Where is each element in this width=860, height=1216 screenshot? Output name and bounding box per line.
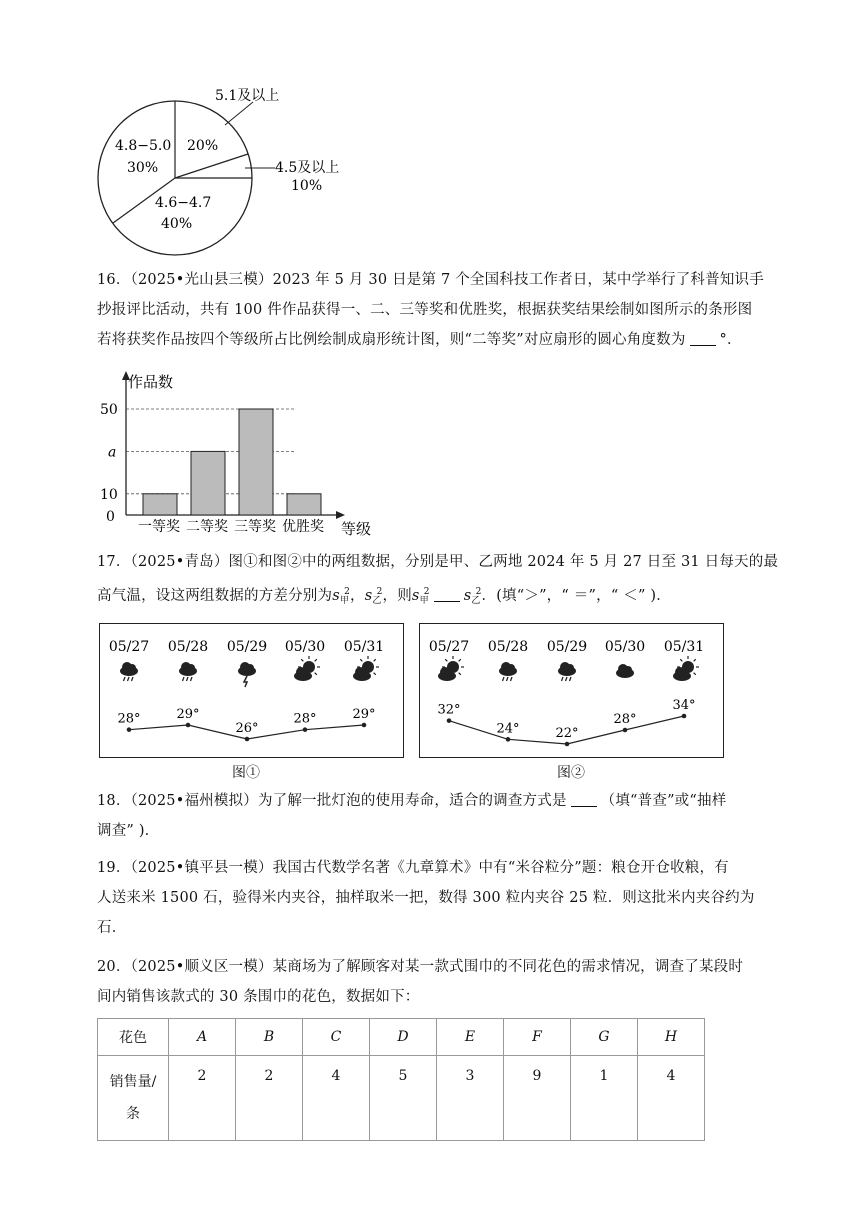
table-header-cell: E	[437, 1019, 504, 1056]
table-cell: 5	[370, 1056, 437, 1141]
q20-line: 间内销售该款式的 30 条围巾的花色，数据如下：	[97, 989, 420, 1005]
weather-figure-2	[419, 623, 724, 758]
rain-cloud-icon	[120, 662, 138, 681]
q16-line: 16．（2025•光山县三模）2023 年 5 月 30 日是第 7 个全国科技工作者日，某中学举行了科普知识手	[97, 272, 764, 288]
temperature-label: 29°	[352, 707, 376, 722]
cloud-icon	[616, 664, 634, 678]
pie-label-4.6: 4.6−4.7	[155, 195, 212, 211]
figure-2-caption: 图②	[557, 765, 585, 781]
rain-cloud-icon	[179, 662, 197, 681]
rain-cloud-icon	[499, 662, 517, 681]
q16-line: 抄报评比活动，共有 100 件作品获得一、二、三等奖和优胜奖，根据获奖结果绘制如图所示的条形图	[97, 302, 753, 318]
table-header-cell: H	[638, 1019, 705, 1056]
temperature-point	[447, 718, 452, 723]
temperature-point	[245, 737, 250, 742]
y-tick-label: 0	[106, 509, 115, 525]
date-label: 05/28	[487, 639, 529, 655]
sun-cloud-icon	[294, 656, 320, 681]
x-axis-label: 等级	[341, 520, 372, 538]
question-16	[97, 265, 775, 355]
answer-blank[interactable]	[571, 792, 597, 807]
table-header-cell: D	[370, 1019, 437, 1056]
thunderstorm-icon	[238, 662, 256, 687]
answer-blank[interactable]	[434, 587, 460, 602]
q18-line: 调查” )．	[97, 823, 160, 839]
table-header-cell: G	[571, 1019, 638, 1056]
date-label: 05/28	[167, 639, 209, 655]
question-17	[97, 547, 779, 616]
table-header-cell: B	[236, 1019, 303, 1056]
pie-label-4.8: 4.8−5.0	[115, 138, 172, 154]
table-cell: 2	[236, 1056, 303, 1141]
temperature-point	[362, 723, 367, 728]
temperature-point	[506, 737, 511, 742]
bar	[143, 494, 177, 515]
y-tick-label: 50	[100, 402, 118, 418]
pie-chart	[95, 80, 365, 260]
table-cell: 4	[303, 1056, 370, 1141]
weather-figure-1	[99, 623, 404, 758]
table-header-cell: A	[169, 1019, 236, 1056]
rain-cloud-icon	[558, 662, 576, 681]
table-row-label: 销售量/ 条	[98, 1056, 169, 1141]
sun-cloud-icon	[438, 656, 464, 681]
temperature-label: 29°	[176, 707, 200, 722]
table-header-label: 花色	[98, 1019, 169, 1056]
table-cell: 2	[169, 1056, 236, 1141]
temperature-label: 22°	[555, 726, 579, 741]
pie-pct-10: 10%	[291, 178, 323, 194]
table-header-row	[98, 1019, 705, 1056]
pie-pct-20: 20%	[187, 138, 219, 154]
temperature-label: 28°	[293, 711, 317, 727]
temperature-label: 24°	[496, 721, 520, 737]
date-label: 05/29	[226, 639, 268, 655]
q19-line: 人送来米 1500 石，验得米内夹谷，抽样取米一把，数得 300 粒内夹谷 25 粒．则这批米内夹谷约为	[97, 890, 755, 906]
pie-pct-40: 40%	[161, 216, 193, 232]
pie-label-4.5: 4.5及以上	[275, 160, 340, 176]
temperature-point	[303, 727, 308, 732]
pie-label-5.1: 5.1及以上	[215, 88, 280, 104]
temperature-label: 34°	[672, 698, 696, 713]
temperature-point	[623, 728, 628, 733]
y-tick-label: a	[108, 444, 117, 461]
x-tick-label: 一等奖	[138, 519, 180, 535]
table-cell: 1	[571, 1056, 638, 1141]
sun-cloud-icon	[673, 656, 699, 681]
table-cell: 4	[638, 1056, 705, 1141]
date-label: 05/31	[663, 639, 705, 655]
q18-line-1: 18．（2025•福州模拟）为了解一批灯泡的使用寿命，适合的调查方式是 （填“普查”或“抽样	[97, 793, 727, 809]
question-20	[97, 952, 775, 1012]
table-cell: 3	[437, 1056, 504, 1141]
q19-line: 19．（2025•镇平县一模）我国古代数学名著《九章算术》中有“米谷粒分”题：粮仓开仓收粮，有	[97, 860, 729, 876]
question-19	[97, 853, 775, 943]
table-header-cell: F	[504, 1019, 571, 1056]
temperature-point	[127, 727, 132, 732]
y-tick-label: 10	[100, 486, 118, 503]
question-18	[97, 786, 775, 846]
q17-line: 17．（2025•青岛）图①和图②中的两组数据，分别是甲、乙两地 2024 年 5 月 27 日至 31 日每天的最	[97, 554, 779, 570]
q17-line-2: 高气温，设这两组数据的方差分别为$s_甲^2$，$s_乙^2$，则$s_甲^2$ $s_乙^2$．(填“＞”，“ ＝”，“ ＜” )．	[97, 587, 671, 606]
x-tick-label: 二等奖	[186, 519, 228, 535]
date-label: 05/27	[428, 639, 470, 655]
temperature-label: 26°	[235, 721, 259, 736]
table-header-cell: C	[303, 1019, 370, 1056]
q19-line: 石．	[97, 920, 127, 936]
figure-1-caption: 图①	[232, 765, 260, 781]
table-cell: 9	[504, 1056, 571, 1141]
x-tick-label: 三等奖	[234, 519, 276, 535]
sales-table	[97, 1018, 705, 1141]
bar-chart	[100, 367, 400, 542]
temperature-point	[565, 742, 570, 747]
x-axis-arrow	[336, 511, 345, 519]
temperature-label: 28°	[613, 712, 637, 727]
date-label: 05/30	[604, 639, 646, 655]
sun-cloud-icon	[353, 656, 379, 681]
temperature-label: 32°	[437, 702, 461, 718]
bar	[287, 494, 321, 515]
temperature-label: 28°	[117, 711, 141, 727]
temperature-point	[682, 714, 687, 719]
table-row	[98, 1056, 705, 1141]
date-label: 05/30	[284, 639, 326, 655]
bar	[191, 451, 225, 515]
bar	[239, 409, 273, 515]
temperature-point	[186, 723, 191, 728]
pie-pct-30: 30%	[127, 160, 159, 176]
y-axis-label: 作品数	[128, 373, 174, 391]
q20-line: 20．（2025•顺义区一模）某商场为了解顾客对某一款式围巾的不同花色的需求情况，调查了某段时	[97, 959, 744, 975]
answer-blank[interactable]	[690, 331, 716, 346]
date-label: 05/29	[546, 639, 588, 655]
q16-line-3: 若将获奖作品按四个等级所占比例绘制成扇形统计图，则“二等奖”对应扇形的圆心角度数为 °．	[97, 332, 742, 348]
date-label: 05/31	[343, 639, 385, 655]
x-tick-label: 优胜奖	[282, 519, 324, 535]
date-label: 05/27	[108, 639, 150, 655]
